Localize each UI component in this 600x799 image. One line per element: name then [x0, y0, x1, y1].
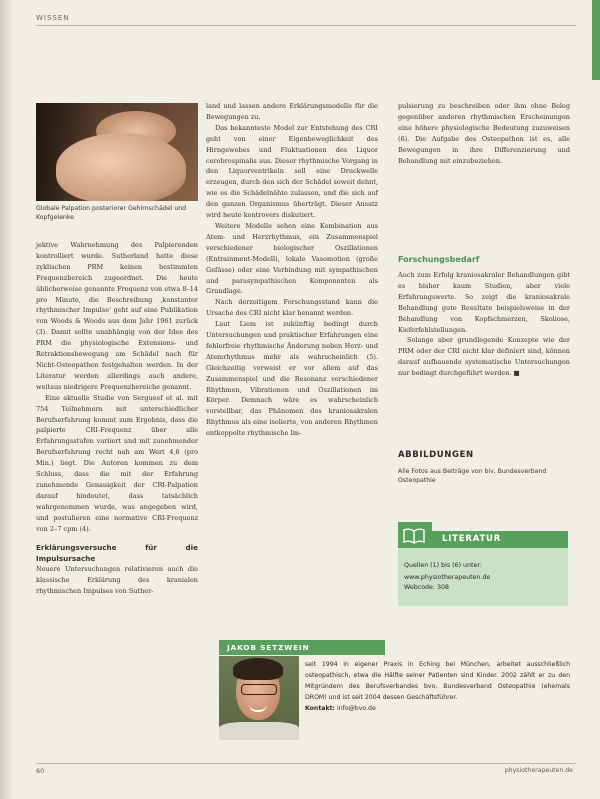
paragraph: jektive Wahrnehmung des Palpierenden kontrolliert wurde. Sutherland hatte diese zyklischen PRM keinen bestimmten Frequenzbereich zugeordnet. Die heute üblicherweise genannte Frequenz von etwa 8–14 pro Minute, die Beschreibung ,konstanter rhythmischer Impulse' geht auf eine Publikation von Woods & Woods aus dem Jahr 1961 zurück (3). Damit sollte unabhängig von der Idee des PRM die physiologische Extensions- und Retraktionsbewegung am Schädel nach für Nicht-Osteopathen festgehalten werden. In der Literatur werden allerdings auch andere, weitaus niedrigere Frequenzbereiche genannt. — [36, 241, 198, 391]
literatur-box — [398, 522, 568, 606]
contact-label: Kontakt: — [305, 705, 336, 712]
paragraph: Solange aber grundlegende Konzepte wie der PRM oder der CRI nicht klar definiert sind, können darauf aufbauende systematische Untersuchungen nur bedingt durchgeführt werden. ■ — [398, 336, 570, 378]
article-column-3 — [398, 101, 570, 166]
literatur-title: LITERATUR — [442, 534, 502, 544]
paragraph: land und lassen andere Erklärungsmodelle für die Bewegungen zu. — [206, 102, 378, 121]
article-column-1 — [36, 240, 198, 597]
magazine-footer: physiotherapeuten.de — [504, 767, 573, 774]
paragraph: Neuere Untersuchungen relativieren auch die klassische Erklärung des kranialen rhythmischen Impulses von Suther- — [36, 565, 198, 596]
paragraph: Nach derzeitigem Forschungsstand kann die Ursache des CRI nicht klar benannt werden. — [206, 298, 378, 318]
literatur-webcode: Webcode: 308 — [404, 584, 450, 591]
section-heading-forschung: Forschungsbedarf — [398, 255, 480, 264]
paragraph: Auch zum Erfolg kraniosakraler Behandlungen gibt es bisher kaum Studien, aber viele Erfahrungswerte. So zeigt die kraniosakrale Behandlung gute Resultate beispielsweise in der Behandlung von Kopfschmerzen, Skoliose, Kieferfehlstellungen. — [398, 271, 570, 334]
abbildungen-heading: ABBILDUNGEN — [398, 450, 474, 460]
author-bio-text: seit 1994 in eigener Praxis in Eching bei München, arbeitet ausschließlich osteopathisch, etwa die Hälfte seiner Patienten sind Kinder. 2002 zählt er zu den Mitgründern des Berufsverbandes bvo, Bundesverband Osteopathie (ehemals DROM) und ist seit 2004 dessen Geschäftsführer. — [305, 661, 570, 701]
literatur-sources: Quellen (1) bis (6) unter: — [404, 562, 482, 569]
photo-caption: Globale Palpation posteriorer Gehirnschädel und Kopfgelenke — [36, 205, 187, 221]
bottom-rule — [36, 763, 576, 764]
paragraph: Das bekannteste Model zur Entstehung des CRI geht von einer Eigenbeweglichkeit des Hirngewebes und Fluktuationen des Liquor cerebrospinalis aus. Dieser rhythmische Vorgang in den Liquorventrikeln soll eine Druckwelle erzeugen, durch den sich der Schädel soweit dehnt, wie es die Schädelnähte zulassen, und die sich auf den ganzen Organismus überträgt. Dieser Ansatz wird heute kontrovers diskutiert. — [206, 123, 378, 220]
page-number: 60 — [36, 767, 45, 775]
paragraph: pulsierung zu beschreiben oder ihm ohne Beleg gegenüber anderen rhythmischen Erscheinungen eine höhere physiologische Bedeutung zuzuweisen (6). Die Aufgabe des Osteopathen ist es, alle Bewegungen in ihre Differenzierung und Behandlung mit einzubeziehen. — [398, 102, 570, 165]
article-column-2 — [206, 101, 378, 439]
page-gutter-shadow — [0, 0, 14, 799]
palpation-photo — [36, 103, 198, 201]
contact-email[interactable]: info@bvo.de — [337, 705, 376, 712]
author-portrait — [219, 656, 299, 740]
article-column-3-continued — [398, 270, 570, 379]
author-bio — [305, 659, 570, 714]
literatur-link[interactable]: www.physiotherapeuten.de — [404, 574, 491, 581]
paragraph: Eine aktuelle Studie von Sergueef et al. mit 754 Teilnehmern mit unterschiedlicher Berufserfahrung kommt zum Ergebnis, dass die palpierte CRI-Frequenz über alle Erfahrungsstufen variiert und mit zunehmender Berufserfahrung recht nah am Wert 4,8 (pro Min.) liegt. Die Autoren kommen zu dem Schluss, dass die mit der Erfahrung zunehmende Genauigkeit der CRI-Palpation darauf hindeutet, dass tatsächlich wahrgenommen wurde, was angegeben wird, und postulieren eine normative CRI-Frequenz von 2–7 cpm (4). — [36, 393, 198, 533]
paragraph: Laut Liem ist zukünftig bedingt durch Untersuchungen und praktischer Erfahrungen eine fehlerfreie rhythmische Änderung neben Herz- und Atemrhythmus mehr als wahrscheinlich (5). Gleichzeitig verweist er vor allem auf das Zusammenspiel und die Resonanz verschiedener Rhythmen, Vibrationen und Oszillationen im Körper. Demnach wäre es wahrscheinlich vorstellbar, das Phänomen des kraniosakralen Rhythmus als eine isolierte, von anderen Rhythmen entkoppelte rhythmische Im- — [206, 320, 378, 438]
section-label: WISSEN — [36, 14, 70, 22]
book-icon — [398, 522, 432, 548]
author-name: JAKOB SETZWEIN — [227, 643, 310, 652]
abbildungen-credit: Alle Fotos aus Beiträge von biv, Bundesverband Osteopathie — [398, 468, 547, 484]
paragraph: Weitere Modelle sehen eine Kombination aus Atem- und Herzrhythmus, ein Zusammenspiel verschiedener biologischer Oszillationen (Entrainment-Modell), lokale Vasomotion (große Gefässe) oder eine Verbindung mit sympathischen und parasympathischen Komponenten als Grundlage. — [206, 221, 378, 296]
section-heading: Erklärungsversuche für die Impulsursache — [36, 543, 198, 564]
top-rule — [36, 25, 576, 26]
section-tab-marker — [592, 0, 600, 80]
